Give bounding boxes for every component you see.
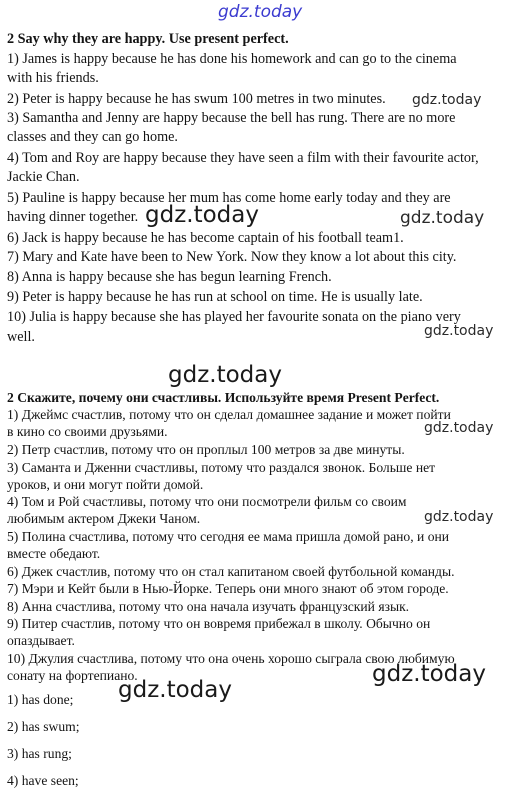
english-line: classes and they can go home. xyxy=(7,129,178,145)
russian-line: 3) Саманта и Дженни счастливы, потому что раздался звонок. Больше нет xyxy=(7,460,436,475)
answer-item: 3) has rung; xyxy=(7,746,72,761)
english-line: well. xyxy=(7,329,35,345)
russian-line: 6) Джек счастлив, потому что он стал капитаном своей футбольной команды. xyxy=(7,564,455,579)
russian-line: 9) Питер счастлив, потому что он вовремя прибежал в школу. Обычно он xyxy=(7,616,431,631)
english-line: 7) Mary and Kate have been to New York. Now they know a lot about this city. xyxy=(7,249,457,265)
russian-line: 2) Петр счастлив, потому что он проплыл 100 метров за две минуты. xyxy=(7,442,405,457)
russian-line: 5) Полина счастлива, потому что сегодня ее мама пришла домой рано, и они xyxy=(7,529,450,544)
watermark: gdz.today xyxy=(412,92,482,108)
english-line: 2) Peter is happy because he has swum 100 metres in two minutes. xyxy=(7,91,386,107)
russian-line: уроков, и они могут пойти домой. xyxy=(7,477,204,492)
watermark: gdz.today xyxy=(168,362,282,388)
russian-line: 7) Мэри и Кейт были в Нью-Йорке. Теперь они много знают об этом городе. xyxy=(7,581,449,596)
english-line: 1) James is happy because he has done his homework and can go to the cinema xyxy=(7,51,457,67)
watermark: gdz.today xyxy=(400,208,485,228)
english-line: 5) Pauline is happy because her mum has come home early today and they are xyxy=(7,190,451,206)
english-line: 8) Anna is happy because she has begun learning French. xyxy=(7,269,332,285)
russian-line: опаздывает. xyxy=(7,633,75,648)
answer-item: 2) has swum; xyxy=(7,719,80,734)
russian-line: 8) Анна счастлива, потому что она начала изучать французский язык. xyxy=(7,599,410,614)
exercise-heading-en: 2 Say why they are happy. Use present perfect. xyxy=(7,31,289,47)
watermark: gdz.today xyxy=(118,677,232,703)
english-line: 6) Jack is happy because he has become captain of his football team1. xyxy=(7,230,404,246)
answer-item: 1) has done; xyxy=(7,692,74,707)
watermark: gdz.today xyxy=(424,509,494,525)
watermark: gdz.today xyxy=(145,202,259,228)
russian-line: сонату на фортепиано. xyxy=(7,668,138,683)
english-line: 3) Samantha and Jenny are happy because the bell has rung. There are no more xyxy=(7,110,456,126)
russian-line: любимым актером Джеки Чаном. xyxy=(7,511,201,526)
english-line: Jackie Chan. xyxy=(7,169,80,185)
watermark: gdz.today xyxy=(372,661,486,687)
english-line: 10) Julia is happy because she has played her favourite sonata on the piano very xyxy=(7,309,461,325)
english-line: 4) Tom and Roy are happy because they have seen a film with their favourite actor, xyxy=(7,150,479,166)
english-line: 9) Peter is happy because he has run at school on time. He is usually late. xyxy=(7,289,423,305)
answer-item: 4) have seen; xyxy=(7,773,79,788)
english-line: with his friends. xyxy=(7,70,99,86)
russian-line: 1) Джеймс счастлив, потому что он сделал домашнее задание и может пойти xyxy=(7,407,451,422)
russian-line: вместе обедают. xyxy=(7,546,101,561)
watermark: gdz.today xyxy=(424,323,494,339)
watermark-top: gdz.today xyxy=(218,2,303,22)
watermark: gdz.today xyxy=(424,420,494,436)
russian-line: 4) Том и Рой счастливы, потому что они посмотрели фильм со своим xyxy=(7,494,407,509)
russian-line: 10) Джулия счастлива, потому что она очень хорошо сыграла свою любимую xyxy=(7,651,455,666)
english-line: having dinner together. xyxy=(7,209,139,225)
russian-line: в кино со своими друзьями. xyxy=(7,424,168,439)
exercise-heading-ru: 2 Скажите, почему они счастливы. Используйте время Present Perfect. xyxy=(7,390,440,405)
